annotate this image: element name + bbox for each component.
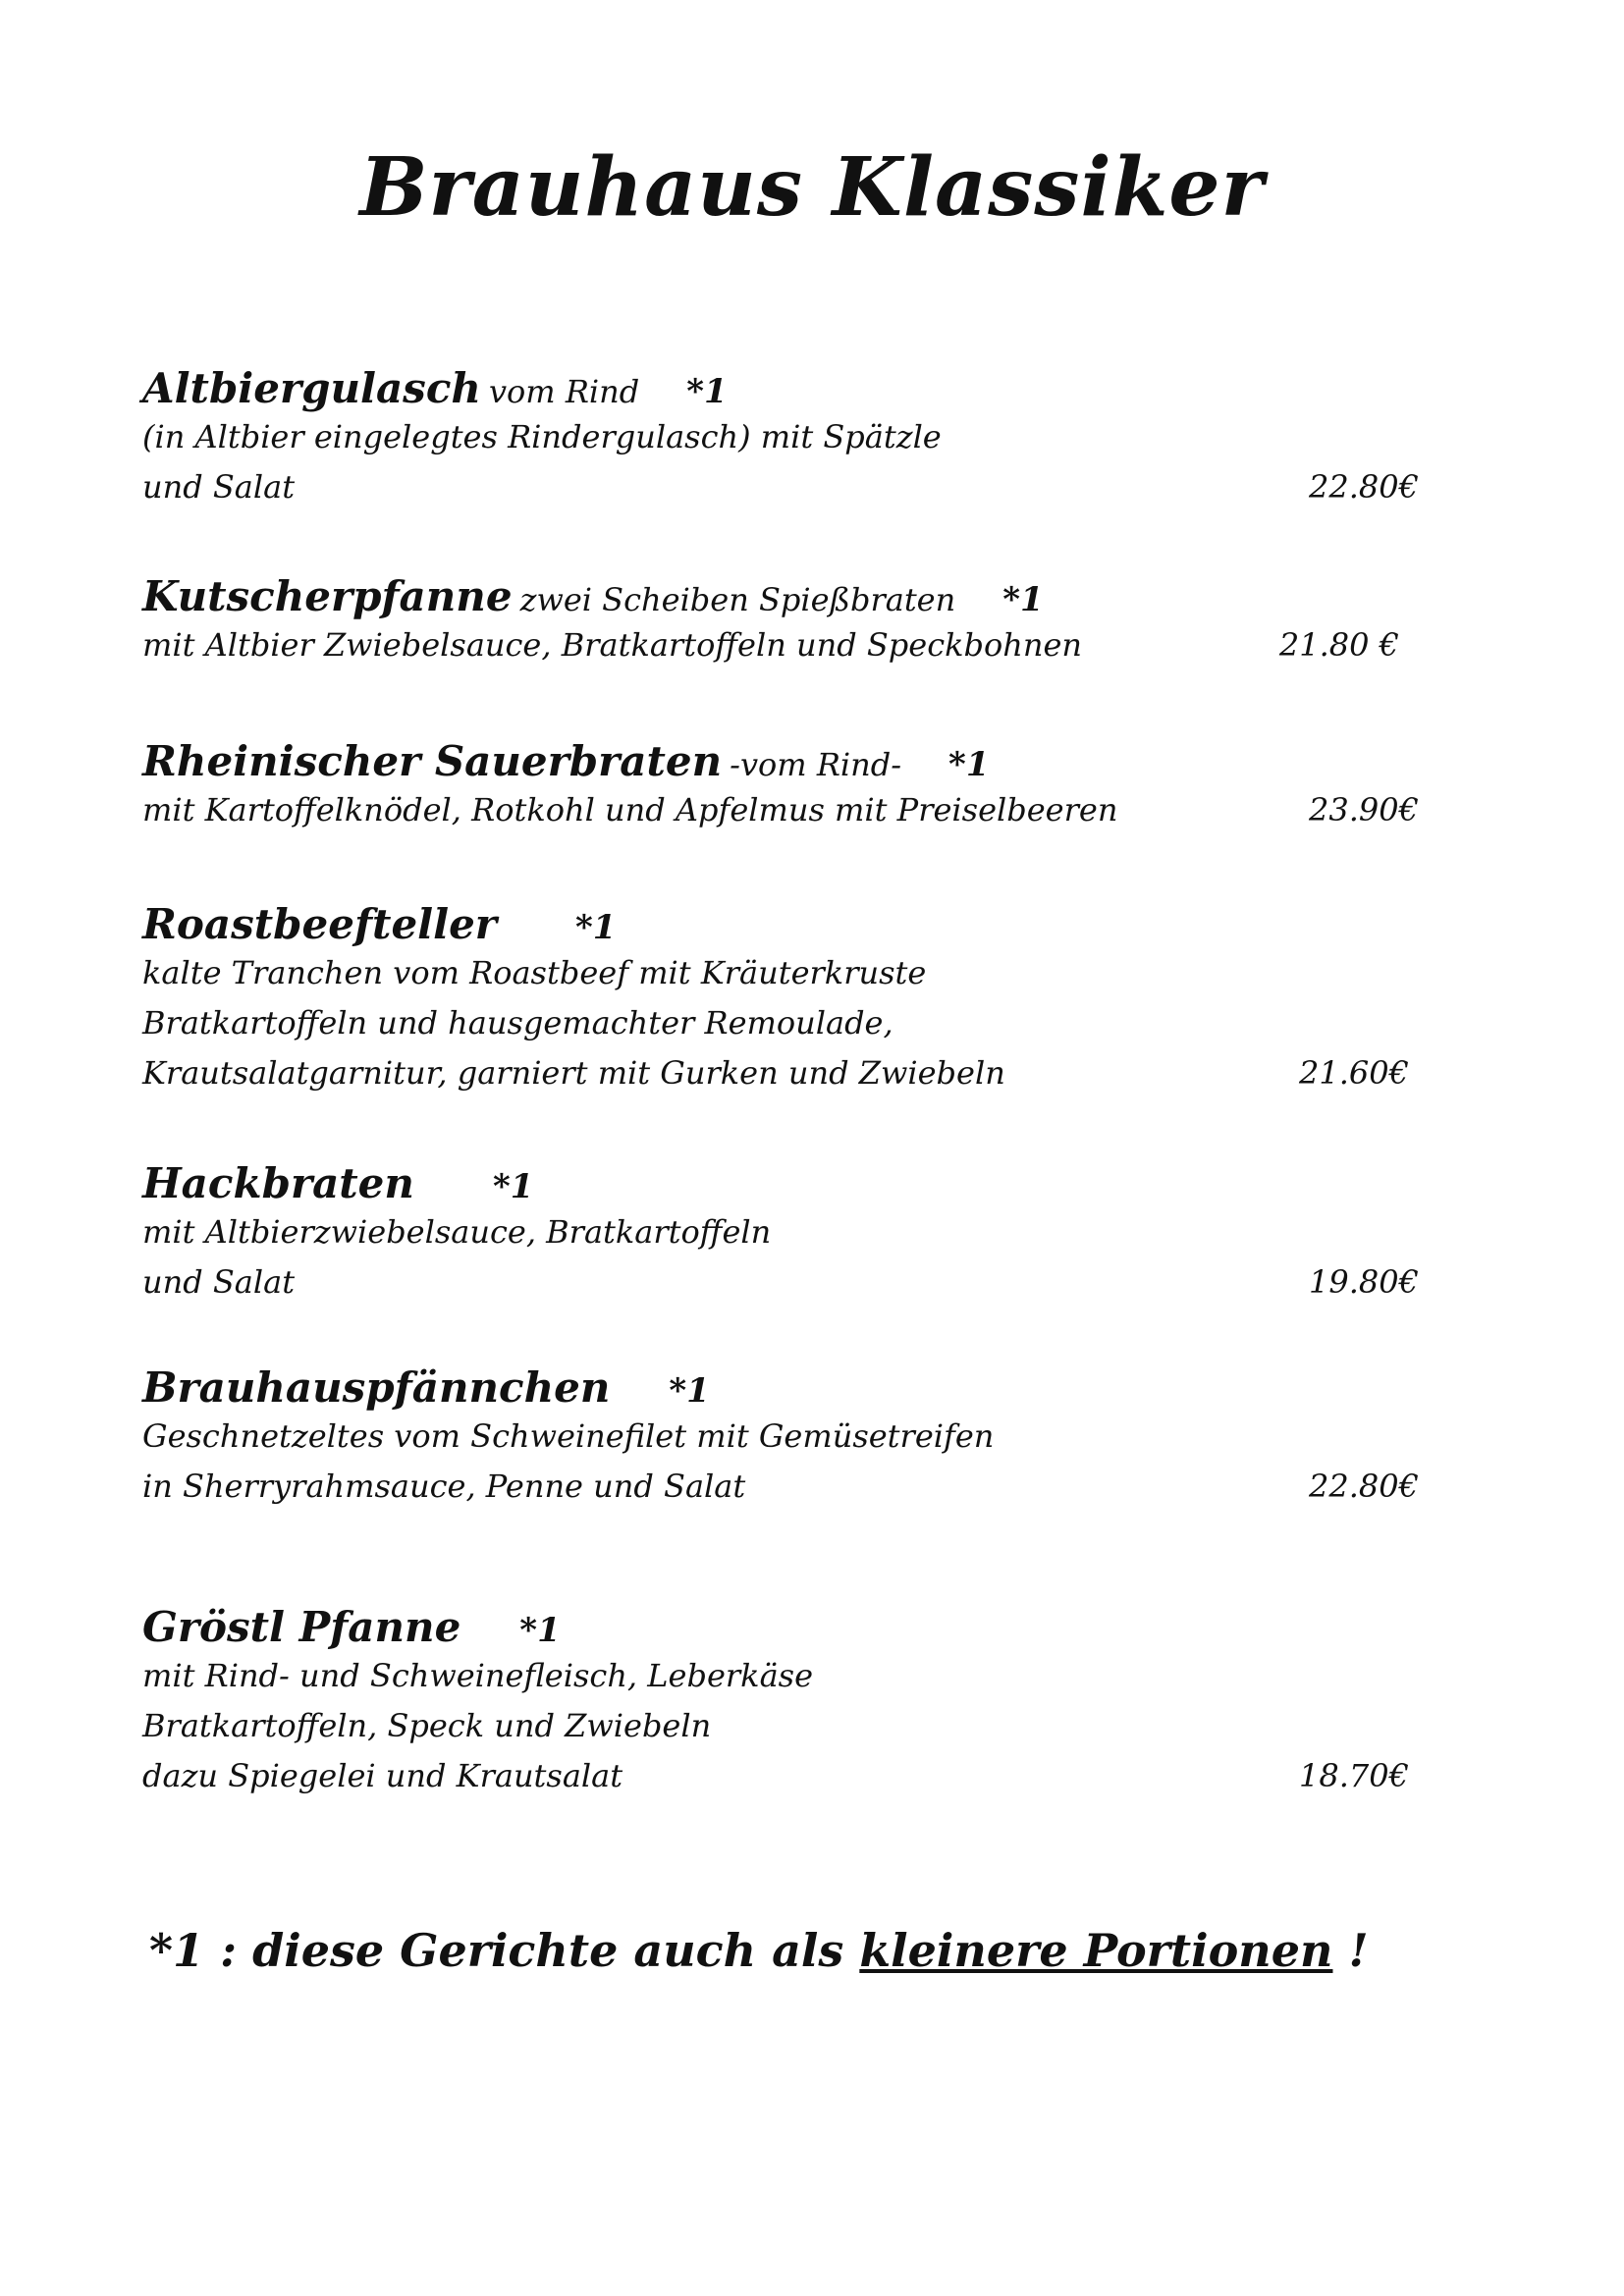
menu-item-hackbraten — [142, 1160, 1419, 1308]
item-name: Gröstl Pfanne — [142, 1603, 461, 1651]
item-header — [142, 901, 1419, 948]
item-subtitle: zwei Scheiben Spießbraten — [519, 581, 956, 618]
portion-marker: *1 — [669, 1371, 710, 1411]
item-header — [142, 1160, 1419, 1207]
item-subtitle: vom Rind — [488, 373, 640, 410]
footnote-underlined: kleinere Portionen — [859, 1924, 1333, 1977]
item-name: Rheinischer Sauerbraten — [142, 737, 723, 785]
menu-item-roastbeefteller — [142, 901, 1419, 1098]
item-header — [142, 365, 1419, 412]
item-description-line: (in Altbier eingelegtes Rindergulasch) mit Spätzle — [142, 418, 942, 456]
item-description-line: und Salat — [142, 468, 296, 507]
item-description-line: mit Altbierzwiebelsauce, Bratkartoffeln — [142, 1213, 772, 1252]
item-description-line: Geschnetzeltes vom Schweinefilet mit Gemüsetreifen — [142, 1417, 995, 1456]
portion-footnote — [149, 1924, 1369, 1977]
item-description-line: kalte Tranchen vom Roastbeef mit Kräuterkruste — [142, 954, 927, 992]
item-description-line: in Sherryrahmsauce, Penne und Salat — [142, 1468, 746, 1506]
menu-item-groestl-pfanne — [142, 1604, 1419, 1801]
portion-marker: *1 — [492, 1167, 534, 1206]
item-header — [142, 738, 1419, 785]
item-price: 22.80€ — [1309, 468, 1419, 507]
item-description-line: mit Rind- und Schweinefleisch, Leberkäse — [142, 1657, 813, 1695]
footnote-suffix: ! — [1332, 1924, 1369, 1977]
menu-item-altbiergulasch — [142, 365, 1419, 512]
menu-title: Brauhaus Klassiker — [359, 140, 1265, 235]
item-subtitle: -vom Rind- — [730, 746, 902, 783]
item-name: Altbiergulasch — [142, 364, 481, 412]
item-name: Brauhauspfännchen — [142, 1363, 611, 1412]
menu-item-kutscherpfanne — [142, 573, 1419, 670]
item-price: 18.70€ — [1299, 1757, 1409, 1795]
item-name: Kutscherpfanne — [142, 572, 513, 620]
item-price: 22.80€ — [1309, 1468, 1419, 1506]
item-price: 21.60€ — [1299, 1054, 1409, 1093]
portion-marker: *1 — [948, 745, 990, 784]
item-name: Roastbeefteller — [142, 900, 497, 948]
portion-marker: *1 — [519, 1611, 561, 1650]
portion-marker: *1 — [574, 908, 617, 947]
item-name: Hackbraten — [142, 1159, 414, 1207]
item-description-line: Bratkartoffeln und hausgemachter Remoulade, — [142, 1004, 893, 1042]
item-description-line: und Salat — [142, 1263, 296, 1302]
footnote-prefix: *1 : diese Gerichte auch als — [149, 1924, 860, 1977]
item-description-line: Krautsalatgarnitur, garniert mit Gurken und Zwiebeln — [142, 1054, 1005, 1093]
menu-item-brauhauspfaennchen — [142, 1364, 1419, 1512]
item-price: 21.80 € — [1278, 626, 1399, 665]
item-description-line: Bratkartoffeln, Speck und Zwiebeln — [142, 1707, 712, 1745]
portion-marker: *1 — [1002, 580, 1044, 619]
item-header — [142, 1364, 1419, 1412]
item-description-line: dazu Spiegelei und Krautsalat — [142, 1757, 623, 1795]
item-price: 19.80€ — [1309, 1263, 1419, 1302]
item-header — [142, 1604, 1419, 1651]
item-header — [142, 573, 1419, 620]
item-description-line: mit Altbier Zwiebelsauce, Bratkartoffeln und Speckbohnen — [142, 626, 1083, 665]
portion-marker: *1 — [686, 372, 728, 411]
menu-item-rheinischer-sauerbraten — [142, 738, 1419, 835]
item-price: 23.90€ — [1309, 791, 1419, 829]
item-description-line: mit Kartoffelknödel, Rotkohl und Apfelmus mit Preiselbeeren — [142, 791, 1118, 829]
